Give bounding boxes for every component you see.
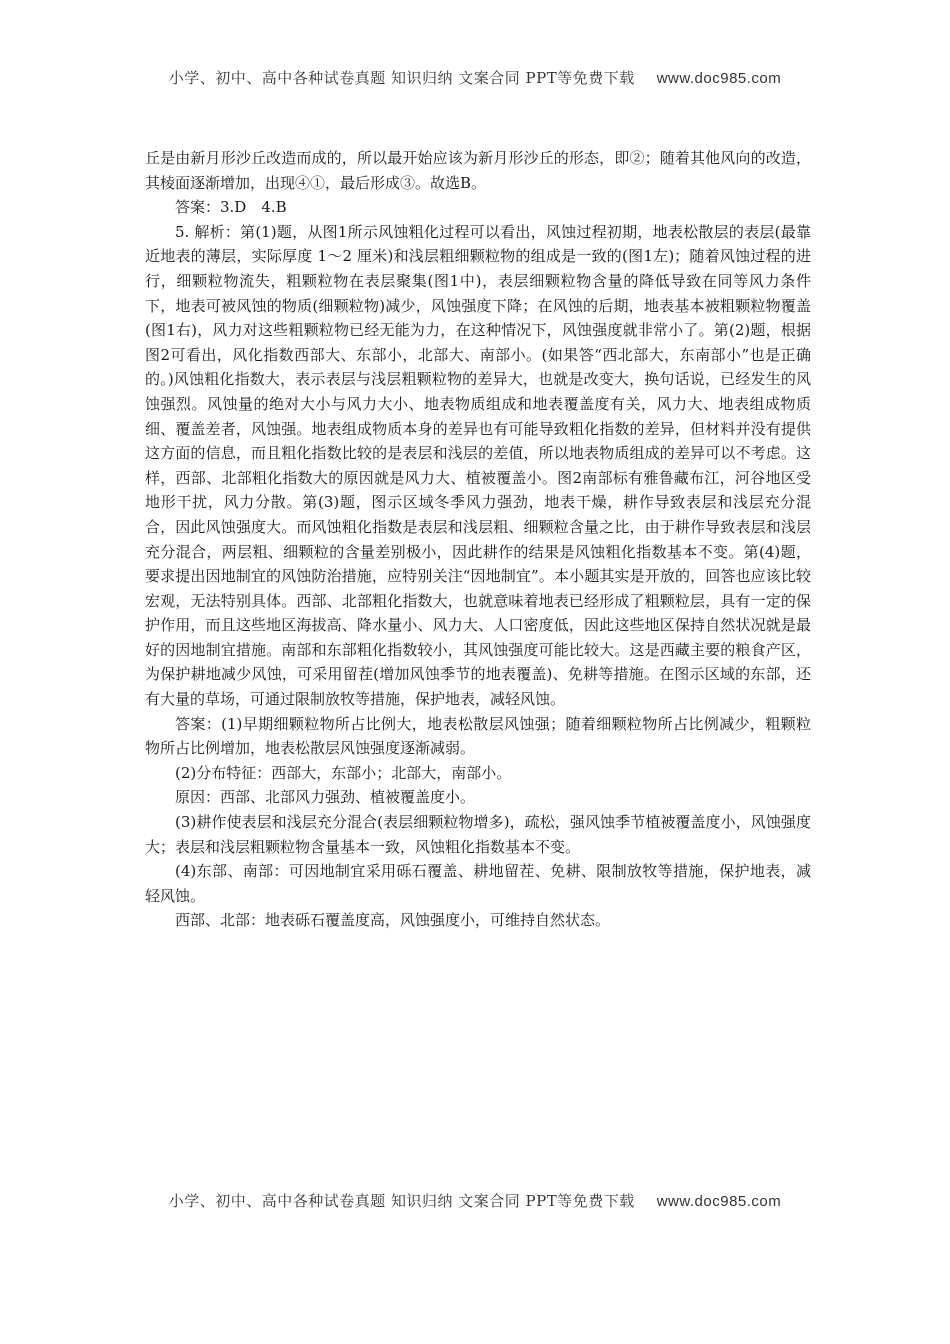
footer-text: 小学、初中、高中各种试卷真题 知识归纳 文案合同 PPT等免费下载 xyxy=(168,1192,635,1210)
paragraph-answer-4-west: 西部、北部：地表砾石覆盖度高，风蚀强度小，可维持自然状态。 xyxy=(175,911,611,930)
header-text: 小学、初中、高中各种试卷真题 知识归纳 文案合同 PPT等免费下载 xyxy=(168,69,635,87)
page-footer xyxy=(0,1190,950,1211)
paragraph-answer-2: (2)分布特征：西部大，东部小；北部大，南部小。 xyxy=(175,763,512,782)
paragraph-answer-3: (3)耕作使表层和浅层充分混合(表层细颗粒物增多)，疏松，强风蚀季节植被覆盖度小，风蚀强度大；表层和浅层粗颗粒物含量基本一致，风蚀粗化指数基本不变。 xyxy=(145,813,811,856)
paragraph-answer-3-4: 答案：3.D 4.B xyxy=(175,198,287,217)
paragraph-analysis-5: 5. 解析：第(1)题，从图1所示风蚀粗化过程可以看出，风蚀过程初期，地表松散层的表层(最靠近地表的薄层，实际厚度 1～2 厘米)和浅层粗细颗粒物的组成是一致的(图1左)；随着风蚀过程的进行，细颗粒物流失，粗颗粒物在表层聚集(图1中)，表层细颗粒物含量的降低导致在同等风力条件下，地表可被风蚀的物质(细颗粒物)减少，风蚀强度下降；在风蚀的后期，地表基本被粗颗粒物覆盖(图1右)，风力对这些粗颗粒物已经无能为力，在这种情况下，风蚀强度就非常小了。第(2)题，根据图2可看出，风化指数西部大、东部小，北部大、南部小。(如果答“西北部大，东南部小”也是正确的。)风蚀粗化指数大，表示表层与浅层粗颗粒物的差异大，也就是改变大，换句话说，已经发生的风蚀强烈。风蚀量的绝对大小与风力大小、地表物质组成和地表覆盖度有关，风力大、地表组成物质细、覆盖差者，风蚀强。地表组成物质本身的差异也有可能导致粗化指数的差异，但材料并没有提供这方面的信息，而且粗化指数比较的是表层和浅层的差值，所以地表物质组成的差异可以不考虑。这样，西部、北部粗化指数大的原因就是风力大、植被覆盖小。图2南部标有雅鲁藏布江，河谷地区受地形干扰，风力分散。第(3)题，图示区域冬季风力强劲，地表干燥，耕作导致表层和浅层充分混合，因此风蚀强度大。而风蚀粗化指数是表层和浅层粗、细颗粒含量之比，由于耕作导致表层和浅层充分混合，两层粗、细颗粒的含量差别极小，因此耕作的结果是风蚀粗化指数基本不变。第(4)题，要求提出因地制宜的风蚀防治措施，应特别关注“因地制宜”。本小题其实是开放的，回答也应该比较宏观，无法特别具体。西部、北部粗化指数大，也就意味着地表已经形成了粗颗粒层，具有一定的保护作用，而且这些地区海拔高、降水量小、风力大、人口密度低，因此这些地区保持自然状况就是最好的因地制宜措施。南部和东部粗化指数较小，其风蚀强度可能比较大。这是西藏主要的粮食产区，为保护耕地减少风蚀，可采用留茬(增加风蚀季节的地表覆盖)、免耕等措施。在图示区域的东部，还有大量的草场，可通过限制放牧等措施，保护地表，减轻风蚀。 xyxy=(145,222,811,709)
header-site-link[interactable]: www.doc985.com xyxy=(656,70,782,87)
page-header xyxy=(0,67,950,88)
paragraph-answer-2-reason: 原因：西部、北部风力强劲、植被覆盖度小。 xyxy=(175,788,476,807)
document-body xyxy=(145,146,811,933)
paragraph-answer-1: 答案：(1)早期细颗粒物所占比例大，地表松散层风蚀强；随着细颗粒物所占比例减少，粗颗粒物所占比例增加，地表松散层风蚀强度逐渐减弱。 xyxy=(145,714,811,758)
paragraph-continuation: 丘是由新月形沙丘改造而成的，所以最开始应该为新月形沙丘的形态，即②；随着其他风向的改造，其棱面逐渐增加，出现④①，最后形成③。故选B。 xyxy=(145,149,811,192)
paragraph-answer-4: (4)东部、南部：可因地制宜采用砾石覆盖、耕地留茬、免耕、限制放牧等措施，保护地表，减轻风蚀。 xyxy=(145,862,811,905)
footer-site-link[interactable]: www.doc985.com xyxy=(656,1193,782,1210)
